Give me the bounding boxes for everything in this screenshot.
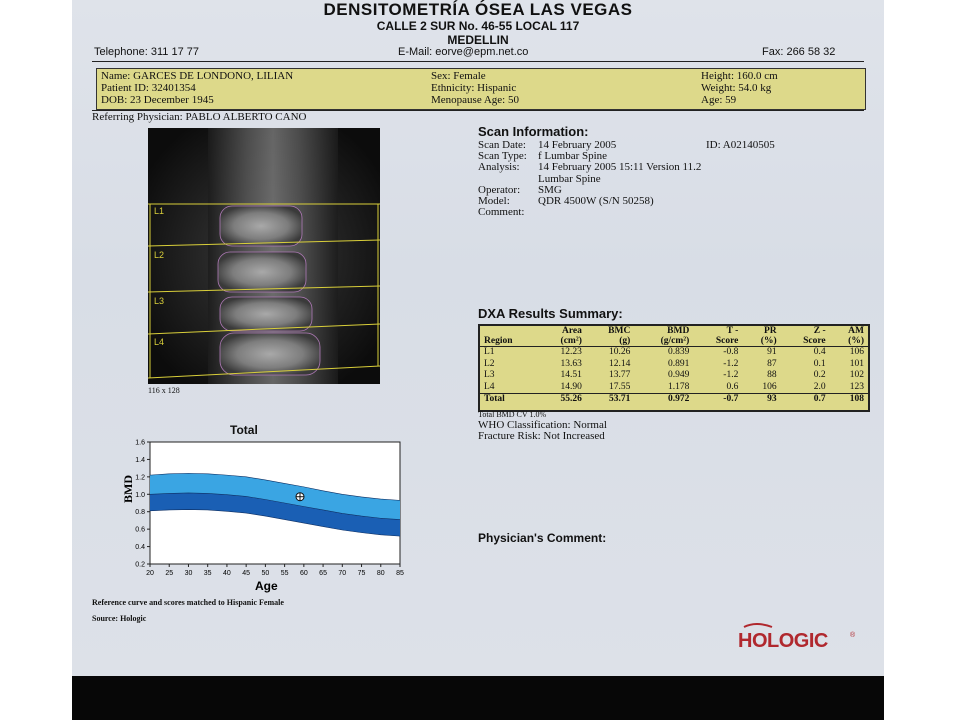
fracture-risk: Fracture Risk: Not Increased [478, 430, 605, 442]
dxa-cell: 123 [849, 381, 864, 392]
logo-registered-mark: ® [850, 632, 856, 639]
dxa-results-table [480, 326, 868, 406]
reference-note: Reference curve and scores matched to Hispanic Female [92, 598, 284, 607]
dxa-column-header: Z - Score [803, 326, 826, 346]
dxa-cell: 0.7 [813, 394, 826, 404]
patient-ethnicity: Ethnicity: Hispanic [431, 82, 517, 94]
dxa-results-box [478, 324, 870, 412]
dxa-row [480, 382, 868, 394]
x-axis-label: Age [255, 579, 278, 593]
scan-dimensions: 116 x 128 [148, 386, 180, 395]
scan-info-value: f Lumbar Spine [538, 150, 608, 163]
roi-label-l1: L1 [154, 206, 165, 216]
vertebra-l1 [220, 206, 302, 246]
scan-info-label: Comment: [478, 206, 525, 219]
dxa-cell: Total [484, 394, 505, 404]
clinic-name: DENSITOMETRÍA ÓSEA LAS VEGAS [323, 0, 633, 19]
dxa-column-header: Area (cm²) [560, 326, 582, 346]
dxa-header-row [480, 326, 868, 347]
scan-info-title: Scan Information: [478, 124, 589, 139]
source-note: Source: Hologic [92, 614, 147, 623]
patient-info-box [96, 68, 866, 110]
roi-label-l4: L4 [154, 337, 165, 347]
dxa-cell: 14.51 [560, 370, 582, 380]
right-margin [884, 0, 960, 720]
x-tick-label: 80 [376, 570, 385, 577]
clinic-email: E-Mail: eorve@epm.net.co [398, 46, 529, 58]
spine-scan-image [148, 128, 380, 384]
chart-svg [92, 438, 412, 596]
y-tick-label: 0.8 [135, 509, 145, 517]
dxa-title: DXA Results Summary: [478, 306, 623, 321]
x-tick-label: 35 [203, 570, 212, 577]
dxa-cell: L4 [484, 381, 495, 392]
x-tick-label: 70 [338, 570, 347, 577]
dxa-cell: L1 [484, 347, 495, 357]
header-rule [92, 61, 864, 62]
dxa-column-header: T - Score [715, 326, 739, 346]
dxa-cell: 0.4 [813, 347, 826, 357]
clinic-fax: Fax: 266 58 32 [762, 46, 836, 58]
dxa-cell: 106 [762, 381, 777, 392]
dxa-cell: L3 [484, 370, 495, 380]
patient-age: Age: 59 [701, 94, 737, 106]
dxa-cell: 88 [767, 370, 777, 380]
dxa-column-header: AM (%) [848, 326, 864, 346]
scan-info-label: Operator: [478, 183, 521, 196]
scan-id: ID: A02140505 [706, 139, 775, 151]
x-tick-label: 65 [319, 570, 327, 577]
physician-comment-label: Physician's Comment: [478, 531, 607, 545]
dxa-cell: 91 [767, 347, 777, 357]
dxa-column-header: Region [484, 336, 513, 346]
report-page [72, 0, 884, 676]
dxa-cell: -0.7 [723, 394, 739, 404]
y-tick-label: 1.0 [135, 491, 145, 499]
dxa-cell: 0.839 [667, 347, 690, 357]
dxa-cell: 93 [767, 394, 777, 404]
dxa-total-row [480, 394, 868, 406]
dxa-column-header: BMD (g/cm²) [660, 326, 690, 346]
y-tick-label: 1.6 [135, 439, 145, 447]
x-tick-label: 60 [299, 570, 308, 577]
scan-info-value: SMG [538, 183, 562, 196]
dxa-cell: 12.23 [560, 347, 582, 357]
hologic-logo [738, 623, 862, 655]
scan-info-value: 14 February 2005 [538, 139, 617, 151]
x-tick-label: 55 [280, 570, 289, 577]
dxa-cell: 12.14 [608, 358, 631, 369]
y-tick-label: 1.4 [135, 456, 145, 464]
x-tick-label: 40 [223, 570, 231, 577]
dxa-row [480, 370, 868, 382]
y-tick-label: 1.2 [135, 474, 145, 482]
dxa-cell: 10.26 [608, 347, 631, 357]
dxa-cell: L2 [484, 358, 495, 369]
vertebra-l2 [218, 252, 306, 292]
y-tick-label: 0.6 [135, 526, 145, 534]
y-axis-label: BMD [121, 475, 135, 503]
x-tick-label: 85 [396, 570, 404, 577]
dxa-cell: 0.1 [813, 358, 826, 369]
dxa-cell: -1.2 [723, 358, 739, 369]
clinic-city: MEDELLIN [447, 33, 509, 47]
dxa-cell: 101 [849, 358, 864, 369]
scan-info-label: Scan Date: [478, 139, 526, 151]
dxa-cell: 13.77 [608, 370, 631, 380]
scan-info-value: 14 February 2005 15:11 Version 11.2 [538, 161, 702, 174]
dxa-cell: 0.949 [667, 370, 690, 380]
patient-dob: DOB: 23 December 1945 [101, 94, 214, 106]
dxa-cell: 13.63 [560, 358, 582, 369]
y-tick-label: 0.4 [135, 544, 145, 552]
x-tick-label: 30 [184, 570, 193, 577]
left-margin [0, 0, 72, 720]
x-tick-label: 20 [146, 570, 154, 577]
dxa-column-header: PR (%) [760, 326, 777, 346]
dxa-cell: -0.8 [723, 347, 739, 357]
scan-info-value: Lumbar Spine [538, 172, 601, 185]
patient-height: Height: 160.0 cm [701, 70, 778, 82]
vertebra-l4 [220, 333, 320, 375]
dxa-cell: 53.71 [608, 394, 631, 404]
dxa-cell: -1.2 [723, 370, 739, 380]
patient-name: Name: GARCES DE LONDONO, LILIAN [101, 70, 294, 82]
dxa-cell: 1.178 [667, 381, 690, 392]
clinic-telephone: Telephone: 311 17 77 [94, 46, 199, 58]
dxa-cell: 102 [849, 370, 864, 380]
dxa-cell: 17.55 [608, 381, 631, 392]
chart-title: Total [230, 423, 258, 437]
roi-label-l2: L2 [154, 250, 165, 260]
patient-weight: Weight: 54.0 kg [701, 82, 772, 94]
scan-info-value: QDR 4500W (S/N 50258) [538, 195, 654, 207]
y-tick-label: 0.2 [135, 561, 145, 569]
logo-text: HOLOGIC [738, 630, 828, 652]
dxa-cell: 108 [849, 394, 864, 404]
dxa-cell: 0.972 [667, 394, 690, 404]
dxa-cell: 87 [767, 358, 777, 369]
dxa-cell: 0.6 [726, 381, 739, 392]
scan-info-label: Analysis: [478, 161, 520, 174]
vertebra-l3 [220, 297, 312, 331]
x-tick-label: 45 [242, 570, 251, 577]
patient-menopause-age: Menopause Age: 50 [431, 94, 519, 106]
x-tick-label: 75 [357, 570, 366, 577]
dxa-cell: 2.0 [813, 381, 826, 392]
x-tick-label: 50 [261, 570, 270, 577]
patient-id: Patient ID: 32401354 [101, 82, 196, 94]
scan-info-label: Model: [478, 195, 510, 207]
scan-info-label: Scan Type: [478, 150, 527, 163]
dxa-cell: 0.2 [813, 370, 826, 380]
dxa-row [480, 359, 868, 371]
dxa-cell: 0.891 [667, 358, 690, 369]
bmd-reference-chart [92, 438, 412, 596]
patient-sex: Sex: Female [431, 70, 486, 82]
x-tick-label: 25 [165, 570, 174, 577]
bmd-cv: Total BMD CV 1.0% [478, 410, 547, 419]
dxa-cell: 106 [849, 347, 864, 357]
roi-label-l3: L3 [154, 296, 165, 306]
dxa-cell: 55.26 [560, 394, 582, 404]
bottom-black-band [72, 676, 884, 720]
dxa-row [480, 347, 868, 359]
who-classification: WHO Classification: Normal [478, 419, 607, 431]
referring-physician: Referring Physician: PABLO ALBERTO CANO [92, 111, 307, 123]
dxa-cell: 14.90 [560, 381, 582, 392]
dxa-column-header: BMC (g) [608, 326, 631, 346]
clinic-address: CALLE 2 SUR No. 46-55 LOCAL 117 [376, 19, 580, 33]
